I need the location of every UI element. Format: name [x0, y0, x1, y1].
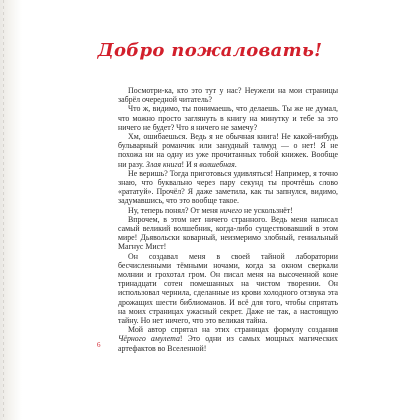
paragraph-2: Что ж, видимо, ты понимаешь, что делаешь. Ты же не думал, что можно просто заглянуть в книгу на минутку и тебе за это ничего не будет? Что я ничего не замечу? — [118, 104, 338, 132]
page-number: 6 — [97, 341, 101, 349]
paragraph-7: Он создавал меня в своей тайной лаборатории бесчисленными тёмными ночами, когда за окном сверкали молнии и грохотал гром. Он писал меня на высоченной коне тринадцати сотен помешанных на чистом творении. Он использовал чернила, сделанные из крови холодного отзвука эта дрожащих шести библиоманов. И всё для того, чтобы спрятать на моих страницах ужасный секрет. Даже не так, а настоящую тайну. Но нет ничего, что это великая тайна. — [118, 251, 338, 326]
body-text — [118, 86, 338, 353]
paragraph-1: Посмотри-ка, кто это тут у нас? Неужели на мои страницы забрёл очередной читатель? — [118, 86, 338, 105]
italic-word: волшебная — [199, 159, 235, 169]
paragraph-6: Впрочем, в этом нет ничего странного. Ведь меня написал самый великий волшебник, когда-либо существовавший в этом мире! Дьявольски коварный, неизмеримо злобный, гениальный Магнус Мист! — [118, 214, 338, 252]
page-title: Добро пожаловать! — [97, 40, 323, 61]
page-binding-edge — [0, 0, 22, 420]
italic-word: ничего — [219, 205, 243, 215]
paragraph-8: Мой автор спрятал на этих страницах формулу создания Чёрного амулета! Это одни из самых мощных магических артефактов во Вселенной! — [118, 325, 338, 353]
italic-phrase: Чёрного амулета — [118, 334, 180, 344]
paragraph-5: Ну, теперь понял? От меня ничего не ускользнёт! — [128, 205, 293, 215]
paragraph-3: Хм, ошибаешься. Ведь я не обычная книга! Не какой-нибудь бульварный романчик или занудный талмуд — о нет! Я не похожа ни на одну из уже прочитанных тобой книжек. Вообще ни разу. Злая книга! И я волшебная. — [118, 132, 338, 169]
paragraph-4: Не веришь? Тогда приготовься удивляться! Например, я точно знаю, что буквально через пару секунд ты прочтёшь слово «рататуй». Прочёл? Я даже заметила, как ты запнулся, видимо, задумавшись, что это вообще такое. — [118, 168, 338, 206]
italic-phrase: Злая книга — [145, 159, 182, 169]
